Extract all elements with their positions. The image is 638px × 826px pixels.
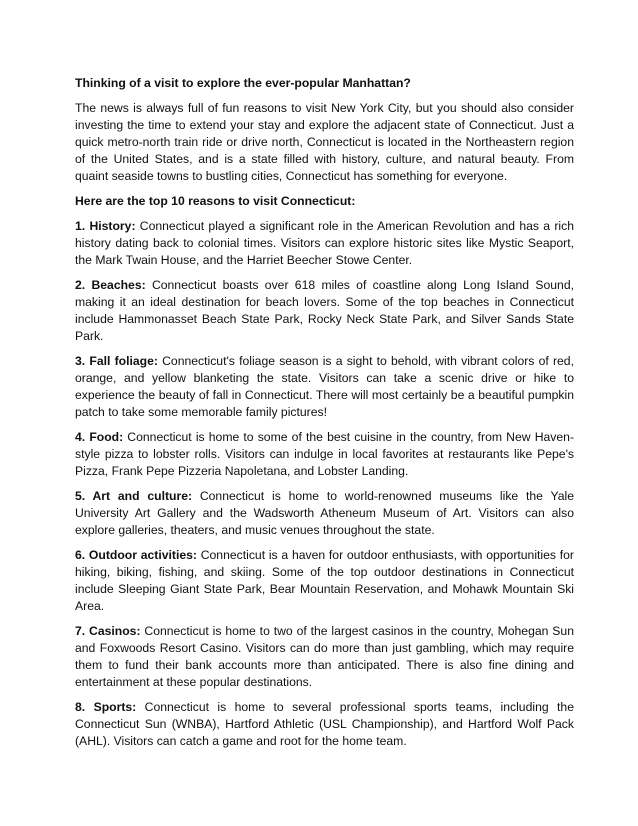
reason-history [75, 218, 574, 269]
page-title: Thinking of a visit to explore the ever-popular Manhattan? [75, 76, 411, 90]
reason-label: 6. Outdoor activities: [75, 548, 197, 562]
reason-text: Connecticut is a haven for outdoor enthusiasts, with opportunities for hiking, biking, fishing, and skiing. Some of the top outdoor destinations in Connecticut include Sleeping Giant State Park, Bear Mountain Reservation, and Mohawk Mountain Ski Area. [75, 548, 574, 613]
reason-label: 1. History: [75, 219, 136, 233]
reason-outdoor-activities [75, 547, 574, 615]
reason-food [75, 429, 574, 480]
reason-text: Connecticut is home to world-renowned museums like the Yale University Art Gallery and the Wadsworth Atheneum Museum of Art. Visitors can also explore galleries, theaters, and music venues throughout the state. [75, 489, 574, 537]
reason-text: Connecticut is home to some of the best cuisine in the country, from New Haven-style pizza to lobster rolls. Visitors can indulge in local favorites at restaurants like Pepe's Pizza, Frank Pepe Pizzeria Napoletana, and Lobster Landing. [75, 430, 575, 478]
reason-label: 7. Casinos: [75, 624, 141, 638]
reason-sports [75, 699, 574, 750]
reason-label: 5. Art and culture: [75, 489, 193, 503]
reason-beaches [75, 277, 574, 345]
list-heading: Here are the top 10 reasons to visit Connecticut: [75, 194, 356, 208]
reason-text: Connecticut is home to two of the largest casinos in the country, Mohegan Sun and Foxwoods Resort Casino. Visitors can do more than just gambling, which may require them to fund their bank accounts more than anticipated. There is also fine dining and entertainment at these popular destinations. [75, 624, 574, 689]
reason-label: 8. Sports: [75, 700, 137, 714]
intro-paragraph: The news is always full of fun reasons to visit New York City, but you should also consider investing the time to extend your stay and explore the adjacent state of Connecticut. Just a quick metro-north train ride or drive north, Connecticut is located in the Northeastern region of the United States, and is a state filled with history, culture, and natural beauty. From quaint seaside towns to bustling cities, Connecticut has something for everyone. [75, 101, 574, 183]
reason-text: Connecticut boasts over 618 miles of coastline along Long Island Sound, making it an ideal destination for beach lovers. Some of the top beaches in Connecticut include Hammonasset Beach State Park, Rocky Neck State Park, and Silver Sands State Park. [75, 278, 574, 343]
reason-label: 2. Beaches: [75, 278, 146, 292]
reason-fall-foliage [75, 353, 574, 421]
reason-art-and-culture [75, 488, 574, 539]
reason-text: Connecticut's foliage season is a sight to behold, with vibrant colors of red, orange, and yellow blanketing the state. Visitors can take a scenic drive or hike to experience the beauty of fall in Connecticut. There will most certainly be a beautiful pumpkin patch to take some memorable family pictures! [75, 354, 574, 419]
reason-label: 3. Fall foliage: [75, 354, 158, 368]
reason-text: Connecticut played a significant role in the American Revolution and has a rich history dating back to colonial times. Visitors can explore historic sites like Mystic Seaport, the Mark Twain House, and the Harriet Beecher Stowe Center. [75, 219, 574, 267]
reason-text: Connecticut is home to several professional sports teams, including the Connecticut Sun (WNBA), Hartford Athletic (USL Championship), and Hartford Wolf Pack (AHL). Visitors can catch a game and root for the home team. [75, 700, 574, 748]
reason-label: 4. Food: [75, 430, 124, 444]
reason-casinos [75, 623, 574, 691]
